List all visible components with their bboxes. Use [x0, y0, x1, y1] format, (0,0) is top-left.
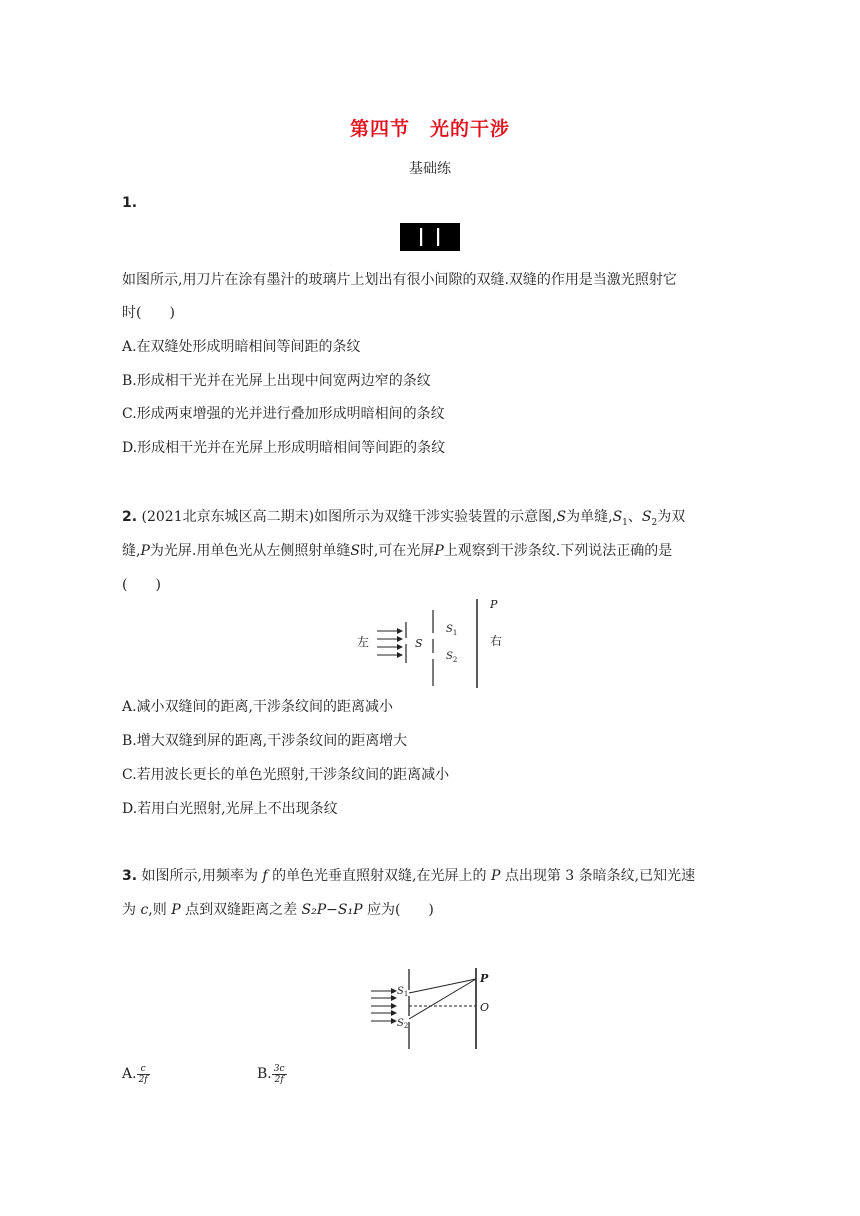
question-2-option-b: B.增大双缝到屏的距离,干涉条纹间的距离增大 [122, 733, 408, 749]
path-difference-figure [368, 965, 498, 1052]
q2-text: 上观察到干涉条纹.下列说法正确的是 [443, 543, 673, 559]
question-2-stem-line-2 [122, 541, 672, 561]
q2-text: 为单缝, [566, 509, 613, 525]
slit-2 [437, 228, 439, 246]
var-S: S [350, 543, 360, 559]
q2-text: 、 [627, 509, 642, 525]
subscript: 2 [651, 517, 658, 528]
label-S1: $S_1$ [446, 624, 458, 637]
var-P: P [434, 543, 444, 559]
option-label: A. [122, 1066, 137, 1082]
page-title: 第四节 光的干涉 [349, 118, 510, 140]
blackened-glass-plate [400, 223, 460, 251]
q3-text: 如图所示,用频率为 [141, 868, 258, 884]
option-label: B. [257, 1066, 272, 1082]
label-O: O [480, 1001, 490, 1014]
label-S2: $S_2$ [397, 1018, 409, 1030]
q2-text: 缝, [122, 543, 141, 559]
denominator: 2f [274, 1074, 284, 1085]
question-2-stem-line-1 [122, 507, 685, 533]
fraction [137, 1064, 150, 1085]
q3-text: ,则 [148, 902, 167, 918]
question-1-stem-line-2: 时( ) [122, 305, 175, 321]
q2-text: 为双 [657, 509, 686, 525]
question-2-stem-line-3: ( ) [122, 577, 161, 593]
question-1-number: 1. [122, 195, 138, 211]
q3-text: 为 [122, 902, 136, 918]
var-S1: S [612, 509, 623, 525]
q2-text: (2021北京东城区高二期末)如图所示为双缝干涉实验装置的示意图, [141, 509, 557, 525]
var-P: P [171, 902, 181, 918]
subscript: 1 [622, 517, 628, 528]
label-S1: $S_1$ [397, 986, 409, 998]
slit-1 [420, 228, 422, 246]
section-subtitle: 基础练 [409, 161, 451, 177]
question-2-option-c: C.若用波长更长的单色光照射,干涉条纹间的距离减小 [122, 767, 450, 783]
label-S2: $S_2$ [446, 651, 458, 664]
label-right: 右 [490, 634, 503, 648]
label-left: 左 [357, 635, 370, 649]
var-S: S [556, 509, 567, 525]
label-S: S [415, 637, 423, 650]
numerator: 3c [273, 1063, 285, 1074]
question-1-option-c: C.形成两束增强的光并进行叠加形成明暗相间的条纹 [122, 406, 445, 422]
var-P: P [490, 868, 501, 884]
q3-text: 点出现第 3 条暗条纹,已知光速 [504, 868, 696, 884]
q3-text: 点到双缝距离之差 [185, 902, 298, 918]
fraction [272, 1064, 287, 1085]
var-c: c [140, 902, 149, 918]
double-slit-setup-figure [350, 596, 510, 692]
q3-text: 应为( ) [366, 902, 434, 918]
question-3-option-a [122, 1063, 150, 1085]
question-2-option-a: A.减小双缝间的距离,干涉条纹间的距离减小 [122, 699, 394, 715]
var-S2: S [641, 509, 652, 525]
q2-text: 时,可在光屏 [359, 543, 435, 559]
question-1-stem-line-1: 如图所示,用刀片在涂有墨汁的玻璃片上划出有很小间隙的双缝.双缝的作用是当激光照射它 [122, 272, 677, 288]
question-1-option-d: D.形成相干光并在光屏上形成明暗相间等间距的条纹 [122, 440, 446, 456]
denominator: 2f [138, 1074, 148, 1085]
question-3-stem-line-2 [122, 900, 434, 920]
question-3-option-b [257, 1063, 287, 1085]
label-P: P [490, 598, 498, 611]
question-2-number: 2. [122, 509, 138, 525]
numerator: c [137, 1064, 150, 1075]
q2-text: 为光屏.用单色光从左侧照射单缝 [149, 543, 351, 559]
question-1-option-a: A.在双缝处形成明暗相间等间距的条纹 [122, 339, 361, 355]
label-P: P [480, 972, 489, 985]
var-P: P [140, 543, 150, 559]
q3-text: 的单色光垂直照射双缝,在光屏上的 [272, 868, 487, 884]
path-S1-to-P [409, 979, 476, 993]
double-slit-glass-figure [400, 223, 460, 251]
path-difference-expression: S₂P−S₁P [301, 902, 363, 918]
question-3-stem-line-1 [122, 866, 695, 886]
path-S2-to-P [409, 979, 476, 1019]
question-2-option-d: D.若用白光照射,光屏上不出现条纹 [122, 801, 338, 817]
question-3-number: 3. [122, 868, 138, 884]
var-f: f [262, 868, 268, 884]
question-1-option-b: B.形成相干光并在光屏上出现中间宽两边窄的条纹 [122, 373, 431, 389]
